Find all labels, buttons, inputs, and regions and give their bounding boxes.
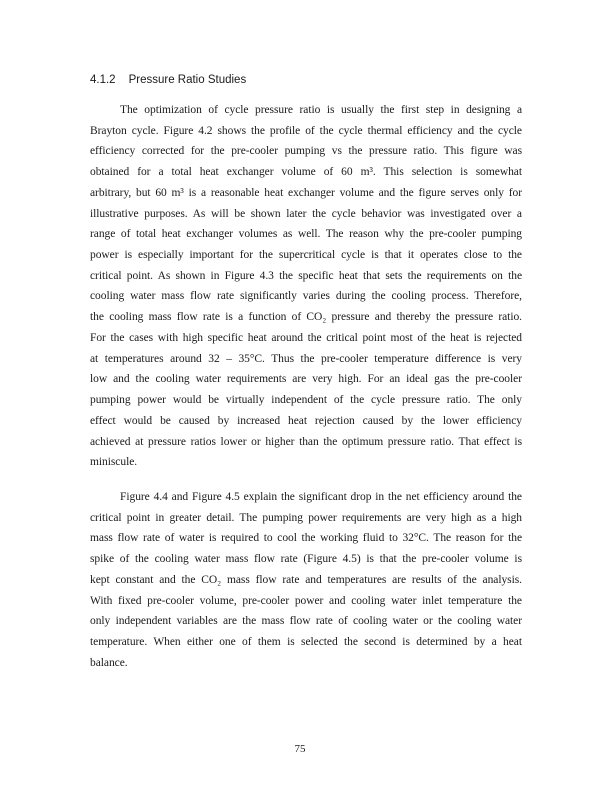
section-title: Pressure Ratio Studies bbox=[128, 74, 247, 86]
text-line: Brayton cycle. Figure 4.2 shows the profile of the cycle thermal efficiency and the cycle bbox=[90, 124, 522, 137]
text-line: illustrative purposes. As will be shown later the cycle behavior was investigated over a bbox=[90, 207, 522, 220]
text-line: With fixed pre-cooler volume, pre-cooler power and cooling water inlet temperature the bbox=[90, 594, 522, 607]
section-heading bbox=[90, 73, 522, 87]
text-line: effect would be caused by increased heat rejection caused by the lower efficiency bbox=[90, 414, 522, 427]
text-line: Figure 4.4 and Figure 4.5 explain the significant drop in the net efficiency around the bbox=[120, 491, 522, 503]
paragraph-2 bbox=[90, 487, 522, 673]
text-line: mass flow rate of water is required to cool the working fluid to 32°C. The reason for the bbox=[90, 532, 522, 545]
text-line: range of total heat exchanger volumes as well. The reason why the pre-cooler pumping bbox=[90, 228, 522, 241]
text-line: power is especially important for the supercritical cycle is that it operates close to the bbox=[90, 249, 522, 262]
text-line: only independent variables are the mass flow rate of cooling water or the cooling water bbox=[90, 615, 522, 628]
text-line: balance. bbox=[90, 656, 128, 669]
text-line: arbitrary, but 60 m³ is a reasonable heat exchanger volume and the figure serves only for bbox=[90, 186, 522, 199]
text-line: obtained for a total heat exchanger volume of 60 m³. This selection is somewhat bbox=[90, 166, 522, 179]
text-line: miniscule. bbox=[90, 456, 138, 469]
text-line: efficiency corrected for the pre-cooler pumping vs the pressure ratio. This figure was bbox=[90, 145, 522, 158]
text-line: The optimization of cycle pressure ratio is usually the first step in designing a bbox=[120, 104, 522, 116]
text-line: at temperatures around 32 – 35°C. Thus the pre-cooler temperature difference is very bbox=[90, 352, 522, 365]
text-line: temperature. When either one of them is selected the second is determined by a heat bbox=[90, 636, 522, 649]
text-line: cooling water mass flow rate significantly varies during the cooling process. Therefore, bbox=[90, 290, 522, 303]
text-line: critical point. As shown in Figure 4.3 the specific heat that sets the requirements on the bbox=[90, 269, 522, 282]
text-line: low and the cooling water requirements are very high. For an ideal gas the pre-cooler bbox=[90, 373, 522, 386]
text-line: kept constant and the CO₂ mass flow rate and temperatures are results of the analysis. bbox=[90, 573, 522, 586]
text-line: For the cases with high specific heat around the critical point most of the heat is rejected bbox=[90, 331, 522, 344]
section-number: 4.1.2 bbox=[90, 74, 116, 86]
paragraph-1 bbox=[90, 100, 522, 473]
page-number: 75 bbox=[294, 743, 306, 755]
text-line: spike of the cooling water mass flow rate (Figure 4.5) is that the pre-cooler volume is bbox=[90, 553, 522, 566]
text-line: pumping power would be virtually independent of the cycle pressure ratio. The only bbox=[90, 394, 522, 407]
text-line: the cooling mass flow rate is a function of CO₂ pressure and thereby the pressure ratio. bbox=[90, 311, 522, 324]
text-line: achieved at pressure ratios lower or higher than the optimum pressure ratio. That effect is bbox=[90, 435, 522, 448]
text-line: critical point in greater detail. The pumping power requirements are very high as a high bbox=[90, 511, 522, 524]
